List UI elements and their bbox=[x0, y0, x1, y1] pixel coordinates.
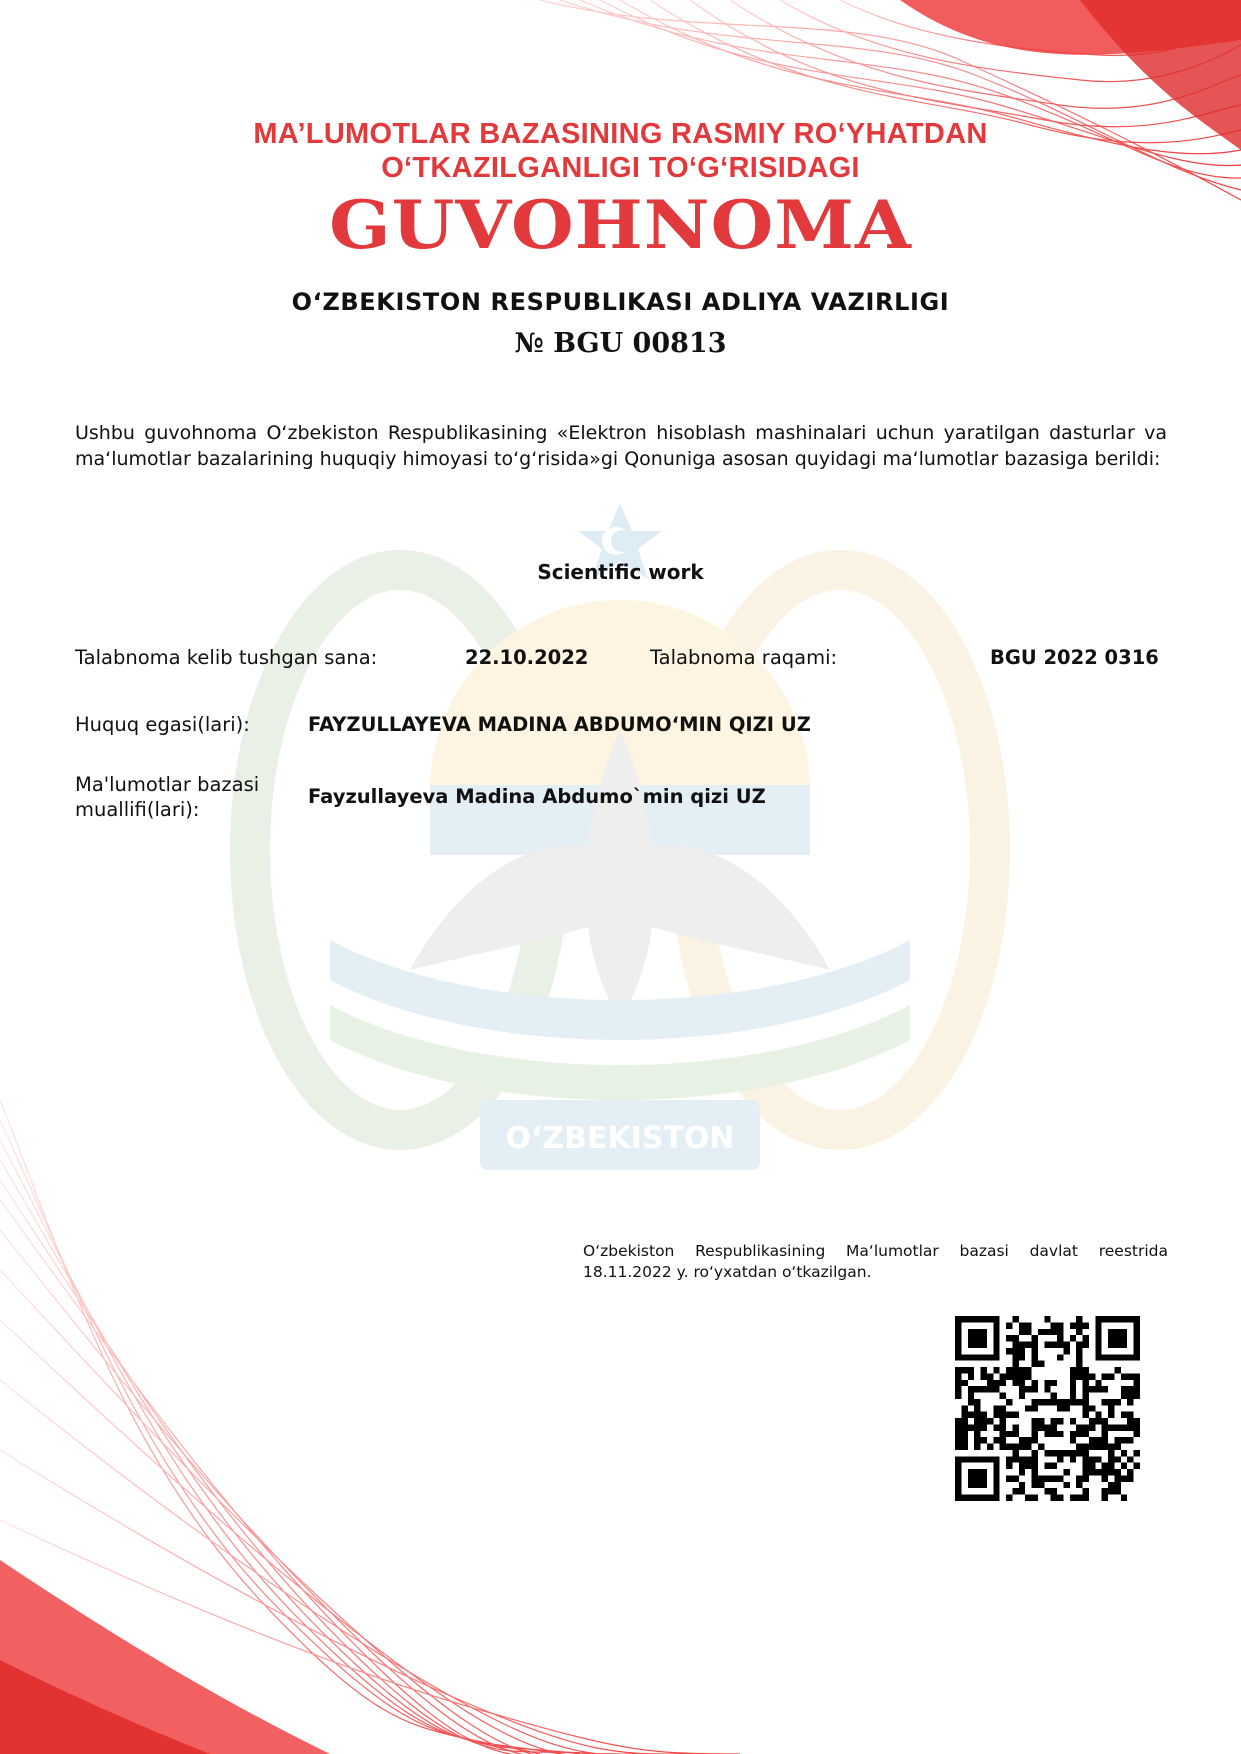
author-label-line1: Ma'lumotlar bazasi bbox=[75, 773, 260, 796]
application-number-value: BGU 2022 0316 bbox=[990, 646, 1159, 669]
header-line-1: MA’LUMOTLAR BAZASINING RASMIY RO‘YHATDAN bbox=[253, 118, 988, 150]
certificate-number: № BGU 00813 bbox=[514, 328, 727, 359]
intro-paragraph: Ushbu guvohnoma O‘zbekiston Respublikasining «Elektron hisoblash mashinalari uchun yaratilgan dasturlar va ma‘lumotlar bazalarining huquqiy himoyasi to‘g‘risida»gi Qonuniga asosan quyidagi ma‘lumotlar bazasiga berildi: bbox=[75, 422, 1167, 470]
owner-label: Huquq egasi(lari): bbox=[75, 713, 250, 736]
application-number-label: Talabnoma raqami: bbox=[650, 646, 838, 669]
owner-value: FAYZULLAYEVA MADINA ABDUMO‘MIN QIZI UZ bbox=[308, 713, 811, 736]
database-title: Scientific work bbox=[537, 560, 704, 584]
qr-code bbox=[955, 1316, 1140, 1501]
application-date-label: Talabnoma kelib tushgan sana: bbox=[75, 646, 378, 669]
author-label-line2: muallifi(lari): bbox=[75, 798, 200, 821]
issuing-ministry: O‘ZBEKISTON RESPUBLIKASI ADLIYA VAZIRLIGI bbox=[291, 288, 950, 316]
certificate-title: GUVOHNOMA bbox=[329, 185, 912, 264]
application-date-value: 22.10.2022 bbox=[465, 646, 589, 669]
header-line-2: O‘TKAZILGANLIGI TO‘G‘RISIDAGI bbox=[381, 152, 860, 184]
registration-note: O‘zbekiston Respublikasining Ma‘lumotlar bazasi davlat reestrida 18.11.2022 y. ro‘yxatdan o‘tkazilgan. bbox=[583, 1242, 1168, 1281]
state-emblem-watermark bbox=[230, 500, 1010, 1220]
emblem-ribbon-text: O‘ZBEKISTON bbox=[505, 1121, 735, 1156]
author-value: Fayzullayeva Madina Abdumo`min qizi UZ bbox=[308, 785, 766, 808]
